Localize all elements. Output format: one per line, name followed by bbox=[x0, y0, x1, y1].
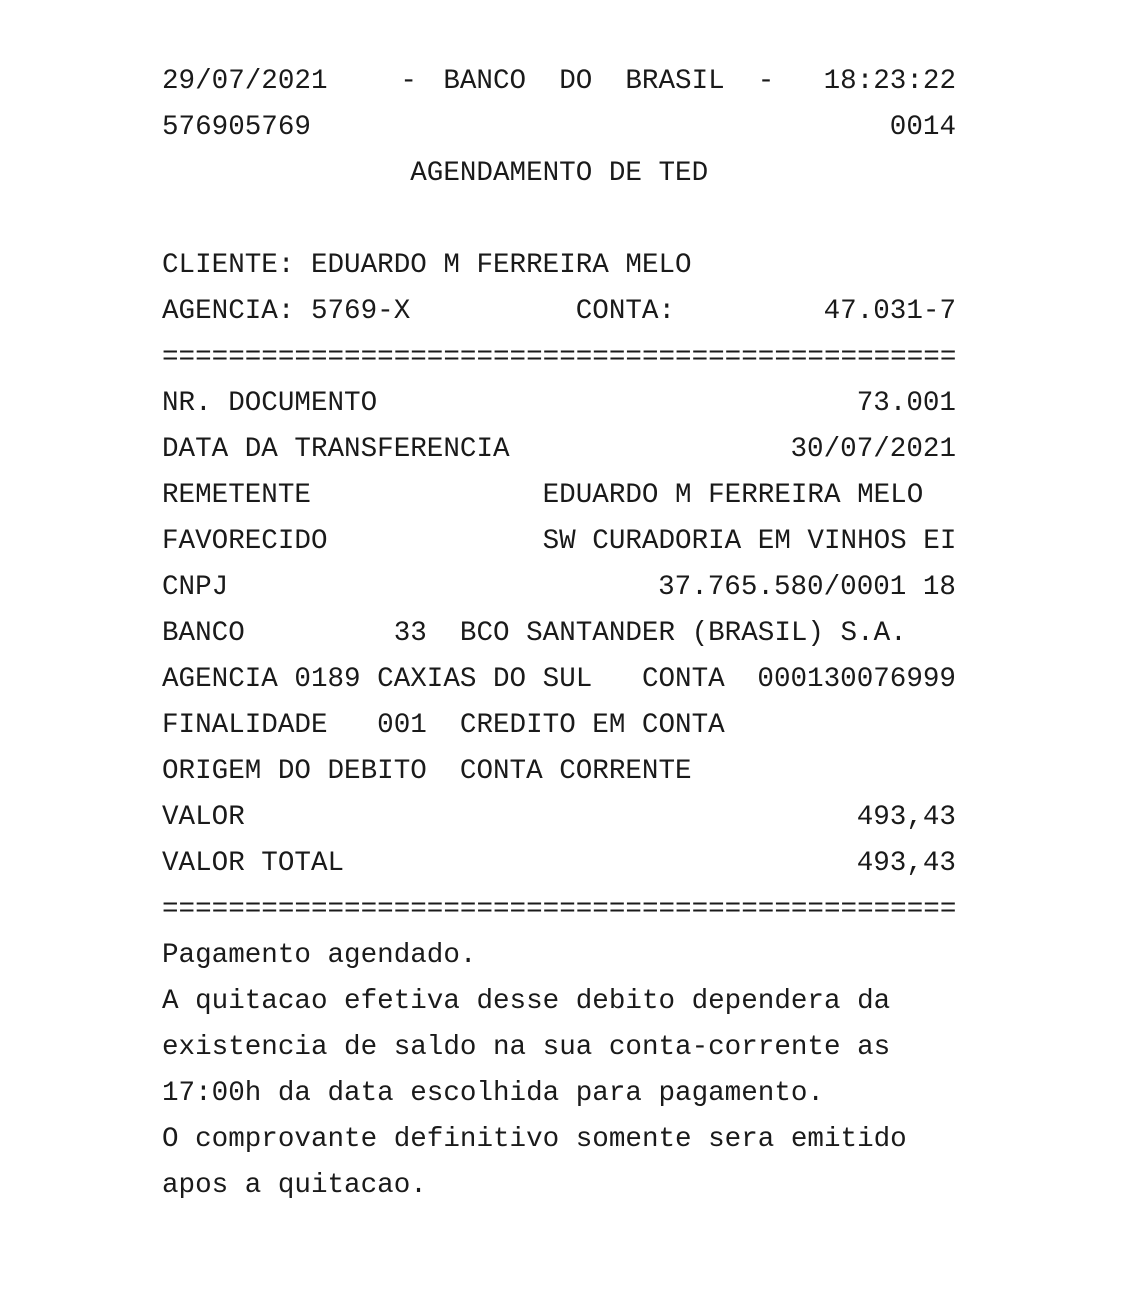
ted-receipt bbox=[162, 59, 956, 1209]
transfer-date-label: DATA DA TRANSFERENCIA bbox=[162, 434, 510, 465]
destination-account-row bbox=[162, 657, 956, 703]
cnpj-value: 37.765.580/0001 18 bbox=[658, 572, 956, 603]
cnpj-row bbox=[162, 565, 956, 611]
purpose-description: CREDITO EM CONTA bbox=[459, 710, 725, 741]
client-account-label: CONTA: bbox=[575, 296, 676, 327]
purpose-label: FINALIDADE bbox=[162, 710, 328, 741]
bank-label: BANCO bbox=[162, 618, 245, 649]
bank-name: BCO SANTANDER (BRASIL) S.A. bbox=[459, 618, 907, 649]
blank-line bbox=[162, 197, 956, 243]
notice-line: apos a quitacao. bbox=[162, 1170, 427, 1201]
amount-label: VALOR bbox=[162, 802, 245, 833]
document-number-label: NR. DOCUMENTO bbox=[162, 388, 378, 419]
header-dash-right: - bbox=[757, 66, 775, 97]
header-date: 29/07/2021 bbox=[162, 66, 328, 97]
amount-value: 493,43 bbox=[856, 802, 956, 833]
document-number-value: 73.001 bbox=[856, 388, 956, 419]
sender-row bbox=[162, 473, 956, 519]
separator-line: ================================================ bbox=[162, 342, 957, 373]
notice-line: O comprovante definitivo somente sera emitido bbox=[162, 1124, 907, 1155]
separator-line: ================================================ bbox=[162, 894, 957, 925]
client-row bbox=[162, 243, 956, 289]
account-row bbox=[162, 289, 956, 335]
sequence-number: 0014 bbox=[889, 112, 956, 143]
total-amount-row bbox=[162, 841, 956, 887]
notice-line: A quitacao efetiva desse debito dependera da bbox=[162, 986, 891, 1017]
separator-bottom bbox=[162, 887, 956, 933]
terminal-id: 576905769 bbox=[162, 112, 311, 143]
purpose-code: 001 bbox=[377, 710, 427, 741]
beneficiary-label: FAVORECIDO bbox=[162, 526, 328, 557]
title-row bbox=[162, 151, 956, 197]
scheduling-notice bbox=[162, 933, 956, 1209]
terminal-row bbox=[162, 105, 956, 151]
header-dash-left: - bbox=[400, 66, 417, 97]
beneficiary-row bbox=[162, 519, 956, 565]
receipt-title: AGENDAMENTO DE TED bbox=[410, 158, 709, 189]
total-amount-label: VALOR TOTAL bbox=[162, 848, 345, 879]
amount-row bbox=[162, 795, 956, 841]
debit-origin-value: CONTA CORRENTE bbox=[459, 756, 692, 787]
purpose-row bbox=[162, 703, 956, 749]
sender-label: REMETENTE bbox=[162, 480, 311, 511]
destination-agency: AGENCIA 0189 CAXIAS DO SUL bbox=[162, 664, 593, 695]
bank-name-word-3: BRASIL bbox=[625, 66, 725, 97]
destination-account-label: CONTA bbox=[641, 664, 725, 695]
transfer-date-value: 30/07/2021 bbox=[790, 434, 956, 465]
total-amount-value: 493,43 bbox=[856, 848, 956, 879]
notice-line: Pagamento agendado. bbox=[162, 940, 477, 971]
client-agency: AGENCIA: 5769-X bbox=[162, 296, 411, 327]
bank-code: 33 bbox=[393, 618, 427, 649]
client-account-value: 47.031-7 bbox=[823, 296, 956, 327]
client-name: CLIENTE: EDUARDO M FERREIRA MELO bbox=[162, 250, 692, 281]
debit-origin-label: ORIGEM DO DEBITO bbox=[162, 756, 427, 787]
transfer-date-row bbox=[162, 427, 956, 473]
cnpj-label: CNPJ bbox=[162, 572, 229, 603]
separator-top bbox=[162, 335, 956, 381]
bank-row bbox=[162, 611, 956, 657]
debit-origin-row bbox=[162, 749, 956, 795]
destination-account-value: 000130076999 bbox=[757, 664, 956, 695]
beneficiary-value: SW CURADORIA EM VINHOS EI bbox=[542, 526, 957, 557]
header-row bbox=[162, 59, 956, 105]
document-number-row bbox=[162, 381, 956, 427]
notice-line: existencia de saldo na sua conta-corrente as bbox=[162, 1032, 891, 1063]
sender-value: EDUARDO M FERREIRA MELO bbox=[542, 480, 924, 511]
notice-line: 17:00h da data escolhida para pagamento. bbox=[162, 1078, 824, 1109]
bank-name-word-1: BANCO bbox=[443, 66, 527, 97]
bank-name-word-2: DO bbox=[559, 66, 593, 97]
header-time: 18:23:22 bbox=[823, 66, 956, 97]
